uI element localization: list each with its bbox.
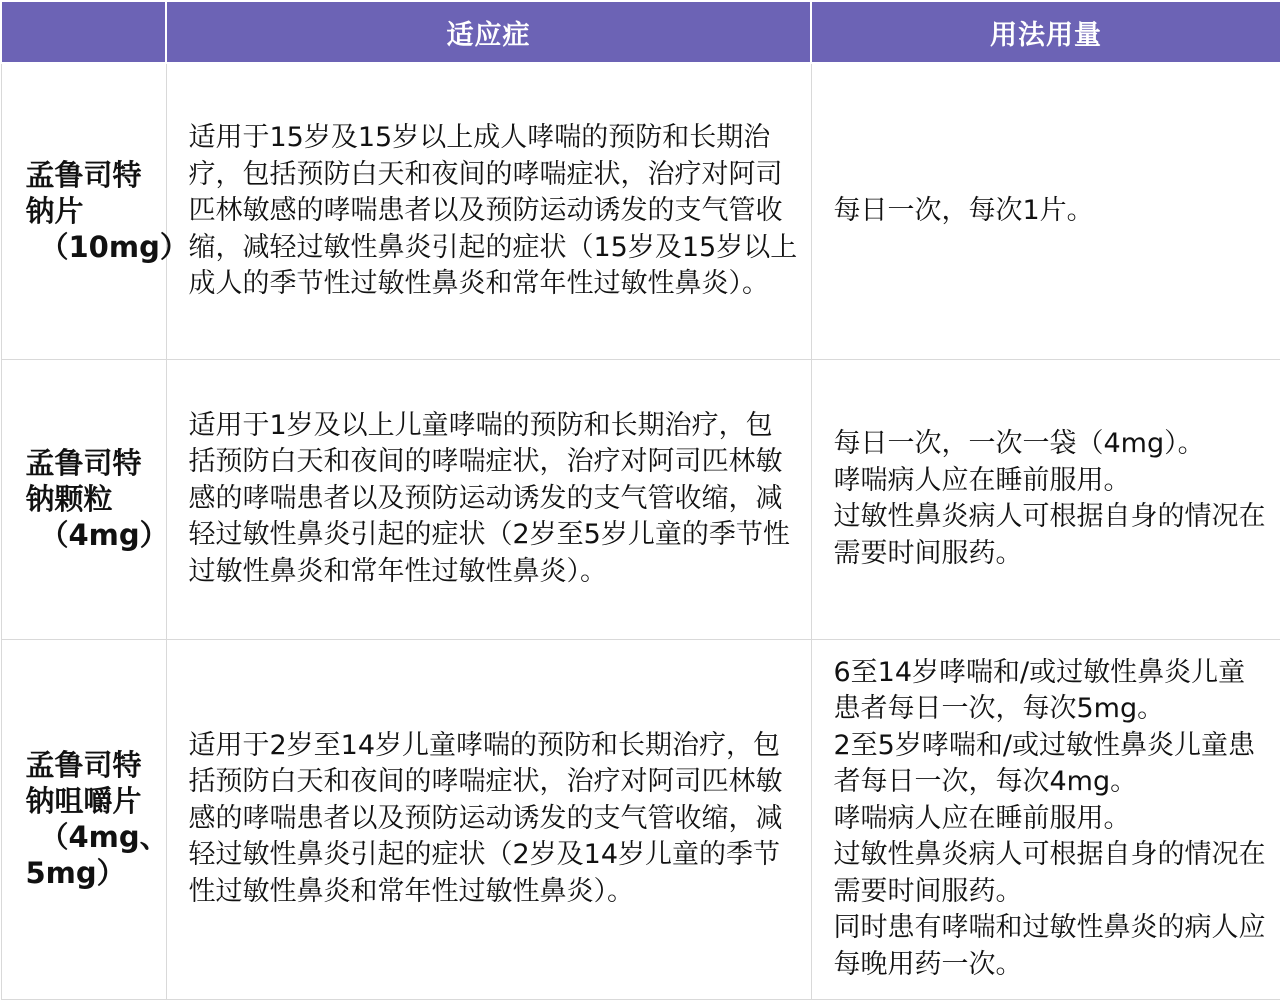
table-header: [1, 1, 1280, 63]
usage-line: 6至14岁哮喘和/或过敏性鼻炎儿童患者每日一次，每次5mg。: [833, 656, 1246, 725]
indication-cell: 适用于2岁至14岁儿童哮喘的预防和长期治疗，包括预防白天和夜间的哮喘症状，治疗对阿司匹林敏感的哮喘患者以及预防运动诱发的支气管收缩，减轻过敏性鼻炎引起的症状（2岁及14岁儿童的季节性过敏性鼻炎和常年性过敏性鼻炎）。: [166, 639, 811, 999]
table-row: [1, 359, 1280, 639]
drug-name-line: 钠颗粒: [25, 482, 113, 516]
header-row: [1, 1, 1280, 63]
drug-name-cell: [1, 359, 169, 639]
drug-name-line: 钠片: [25, 194, 84, 229]
usage-line: 2至5岁哮喘和/或过敏性鼻炎儿童患者每日一次，每次4mg。: [833, 729, 1255, 798]
drug-name-line: 钠咀嚼片: [25, 784, 142, 818]
usage-line: 哮喘病人应在睡前服用。: [833, 464, 1131, 496]
header-indication: 适应症: [166, 1, 811, 63]
usage-cell: [811, 63, 1280, 359]
drug-name-line: 孟鲁司特: [25, 446, 142, 480]
table-row: [1, 639, 1280, 999]
usage-line: 同时患有哮喘和过敏性鼻炎的病人应每晚用药一次。: [833, 912, 1266, 980]
drug-spec-line: （4mg）: [39, 518, 169, 552]
drug-name-line: 孟鲁司特: [25, 748, 142, 782]
drug-spec-line: 5mg）: [25, 856, 126, 890]
drug-name-cell: [1, 639, 169, 999]
usage-line: 过敏性鼻炎病人可根据自身的情况在需要时间服药。: [833, 501, 1266, 569]
usage-line: 每日一次，一次一袋（4mg）。: [833, 428, 1205, 459]
header-usage: 用法用量: [811, 1, 1280, 63]
header-drug-name: [1, 1, 166, 63]
indication-cell: 适用于1岁及以上儿童哮喘的预防和长期治疗，包括预防白天和夜间的哮喘症状，治疗对阿司匹林敏感的哮喘患者以及预防运动诱发的支气管收缩，减轻过敏性鼻炎引起的症状（2岁至5岁儿童的季节性过敏性鼻炎和常年性过敏性鼻炎）。: [166, 359, 811, 639]
indication-cell: 适用于15岁及15岁以上成人哮喘的预防和长期治疗，包括预防白天和夜间的哮喘症状，治疗对阿司匹林敏感的哮喘患者以及预防运动诱发的支气管收缩，减轻过敏性鼻炎引起的症状（15岁及15岁以上成人的季节性过敏性鼻炎和常年性过敏性鼻炎）。: [166, 63, 811, 359]
usage-cell: [811, 639, 1280, 999]
usage-line: 哮喘病人应在睡前服用。: [833, 802, 1131, 834]
table-body: [1, 63, 1280, 999]
usage-line: 每日一次，每次1片。: [833, 195, 1094, 226]
table-row: [1, 63, 1280, 359]
drug-spec-line: （10mg）: [39, 230, 189, 265]
drug-name-line: 孟鲁司特: [25, 158, 142, 193]
drug-spec-line: （4mg、: [39, 820, 169, 854]
drug-name-cell: [1, 63, 189, 359]
usage-line: 过敏性鼻炎病人可根据自身的情况在需要时间服药。: [833, 839, 1266, 907]
usage-cell: [811, 359, 1280, 639]
